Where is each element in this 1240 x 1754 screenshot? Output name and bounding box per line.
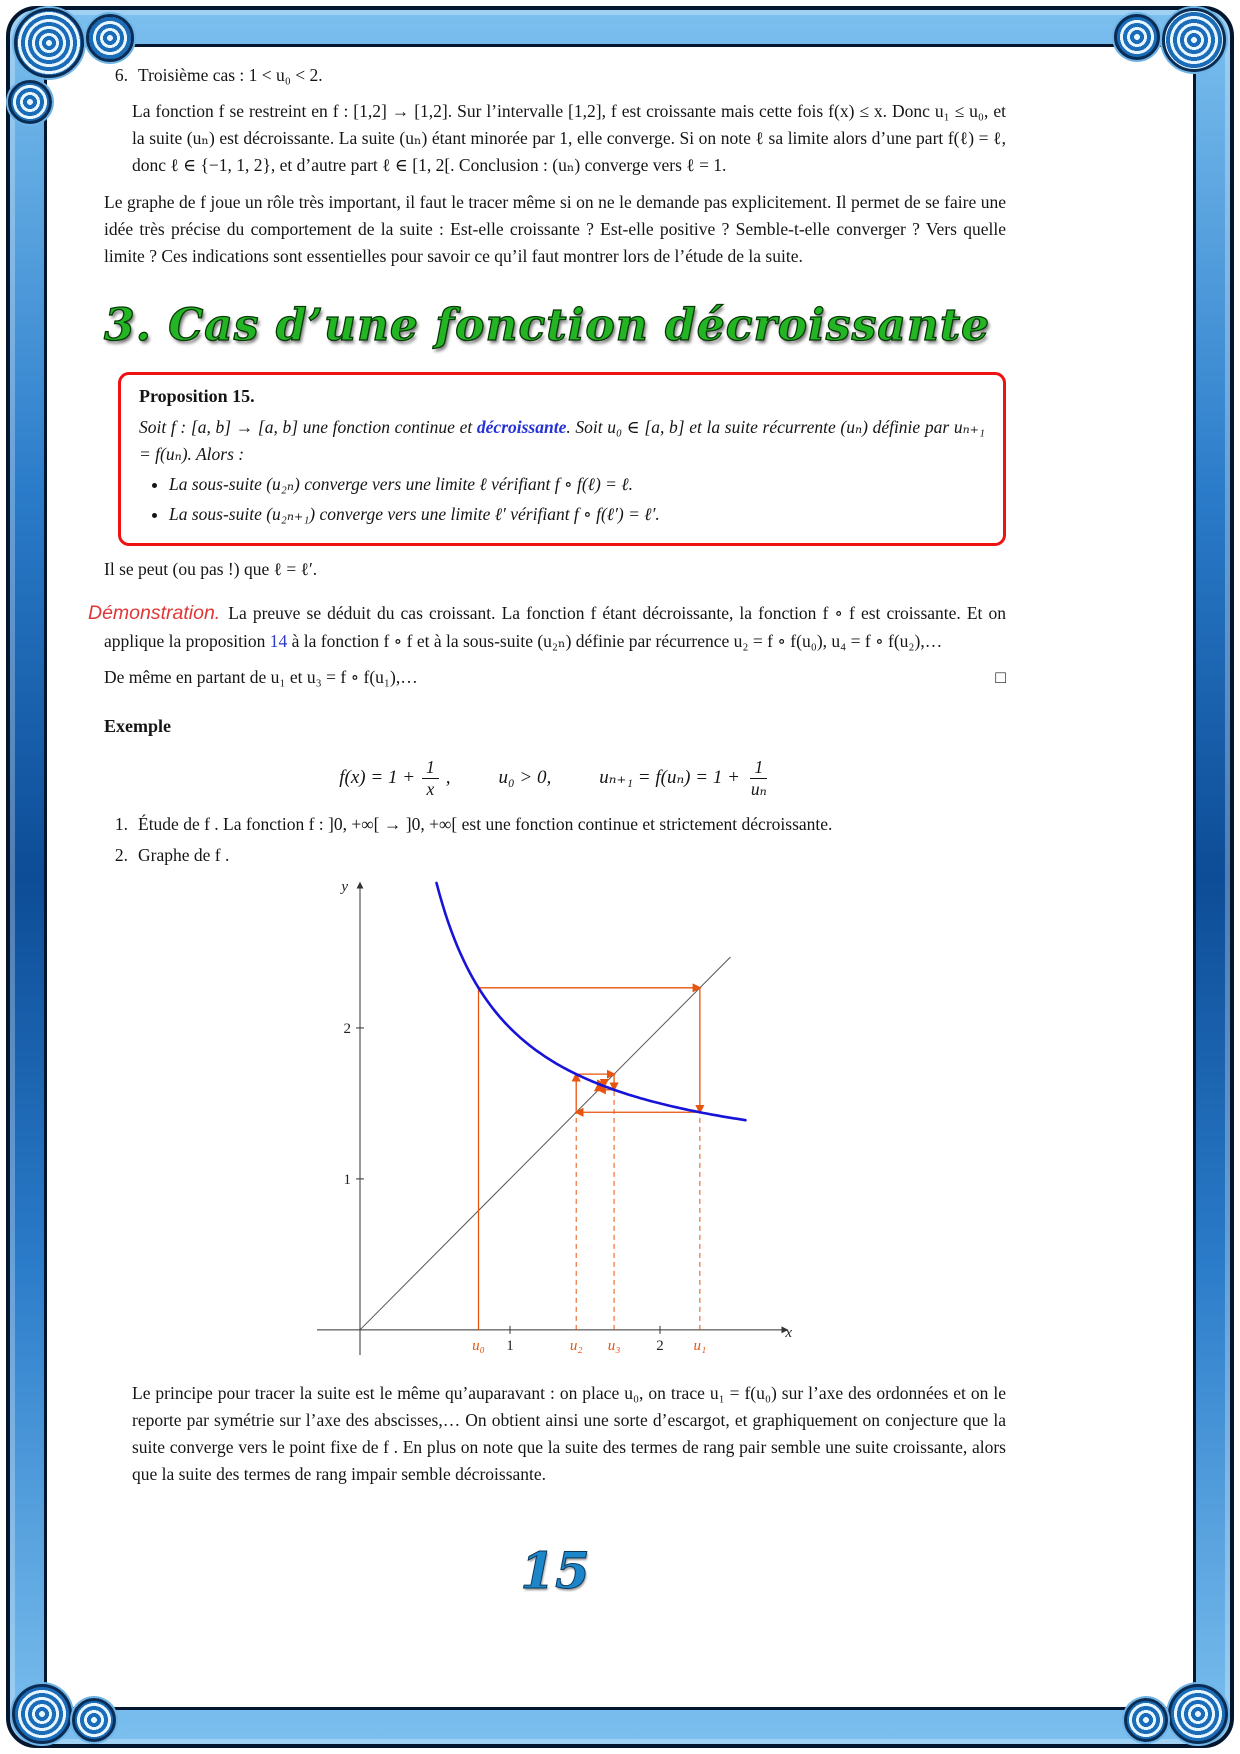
function-curve [437,883,746,1120]
spiral-ornament-icon [1114,14,1160,60]
u-term-label: u₁ [693,1338,707,1355]
spiral-ornament-icon [8,80,52,124]
identity-line [360,957,731,1330]
formula-recurrence [599,757,771,799]
cobweb-path [479,988,700,1330]
fraction-denominator: uₙ [750,778,767,799]
list-item-1-number: 1. [114,814,128,835]
list-item-2-text: Graphe de f . [138,845,230,866]
formula-rhs: uₙ₊₁ = f(uₙ) = 1 + [599,767,740,789]
spiral-ornament-icon [72,1698,116,1742]
item-6-number: 6. [114,65,128,85]
figure-axes [317,883,787,1355]
x-axis-label: x [785,1325,792,1342]
cobweb-figure-svg [315,877,795,1357]
dashed-guides [576,1090,700,1330]
fraction [747,757,771,799]
prop-keyword: décroissante [476,416,567,437]
u-term-label: u₃ [607,1338,621,1355]
page-content [44,44,1196,1710]
section-heading: 3. Cas d’une fonction décroissante [104,299,991,351]
u-term-label: u₀ [472,1338,485,1355]
proposition-box [118,372,1006,546]
demonstration-line2 [104,664,1006,691]
list-item-2 [104,842,1006,869]
spiral-ornament-icon [1162,8,1226,72]
spiral-ornament-icon [86,14,134,62]
x-tick-label: 2 [656,1338,664,1355]
page-number: 15 [520,1541,590,1601]
fraction-denominator: x [426,778,435,799]
demonstration-line2-text: De même en partant de u₁ et u₃ = f ∘ f(u₁),… [104,666,418,687]
fraction [422,757,439,799]
list-item-1 [104,811,1006,838]
formula-mid: u₀ > 0, [498,767,552,789]
spiral-ornament-icon [1168,1684,1228,1744]
list-item-1-text: Étude de f . La fonction f : ]0, +∞[ → ]0, +∞[ est une fonction continue et strictement décroissante. [138,814,833,835]
prop-text-run: . Soit u₀ ∈ [a, b] et la suite récurrente (uₙ) définie par uₙ₊₁ = f(uₙ). Alors : [139,416,985,465]
u-term-label: u₂ [569,1338,583,1355]
demonstration-text [104,603,1006,651]
list-item-2-number: 2. [114,845,128,866]
proposition-title: Proposition 15. [139,386,255,407]
cobweb-figure [104,877,1006,1365]
intro-paragraph: Le graphe de f joue un rôle très important, il faut le tracer même si on ne le demande pas explicitement. Il permet de se faire une idée très précise du comportement de la suite : Est-elle croissante ? Est-elle positive ? Semble-t-elle converger ? Vers quelle limite ? Ces indications sont essentielles pour savoir ce qu’il faut montrer lors de l’étude de la suite. [104,191,1006,266]
spiral-ornament-icon [1124,1698,1168,1742]
spiral-ornament-icon [14,8,84,78]
formula-comma: , [445,767,451,789]
qed-symbol: □ [995,666,1006,687]
demo-text-run: à la fonction f ∘ f et à la sous-suite (u₂ₙ) définie par récurrence u₂ = f ∘ f(u₀), u₄ = f ∘ f(u₂),… [287,630,943,651]
proposition-bullet: • La sous-suite (u₂ₙ₊₁) converge vers une limite ℓ′ vérifiant f ∘ f(ℓ′) = ℓ′. [169,501,985,528]
formula-lhs: f(x) = 1 + [339,767,416,789]
demonstration-paragraph [88,598,1006,655]
fraction-numerator: 1 [422,757,439,779]
proposition-body [139,414,985,468]
y-tick-label: 1 [343,1172,351,1189]
demonstration-label: Démonstration. [88,601,221,624]
formula-definition [339,757,450,799]
example-formula [104,757,1006,799]
item-6-body: La fonction f se restreint en f : [1,2] → [1,2]. Sur l’intervalle [1,2], f est croissante mais cette fois f(x) ≤ x. Donc u₁ ≤ u₀, et la suite (uₙ) est décroissante. La suite (uₙ) étant minorée par 1, elle converge. Si on note ℓ sa limite alors d’une part f(ℓ) = ℓ, donc ℓ ∈ {−1, 1, 2}, et d’autre part ℓ ∈ [1, 2[. Conclusion : (uₙ) converge vers ℓ = 1. [132,101,1006,176]
item-6-title: Troisième cas : 1 < u₀ < 2. [138,65,323,85]
spiral-ornament-icon [12,1684,72,1744]
after-proposition-note: Il se peut (ou pas !) que ℓ = ℓ′. [104,559,318,580]
x-tick-label: 1 [506,1338,514,1355]
item-6 [104,62,1006,89]
y-axis-label: y [341,879,348,896]
formula-condition [499,763,552,792]
demo-text-run: La preuve se déduit du cas croissant. La fonction f étant décroissante, la fonction f ∘ f est croissante. Et on applique la proposition [104,602,1006,651]
proposition-14-link[interactable]: 14 [269,630,288,651]
closing-paragraph: Le principe pour tracer la suite est le même qu’auparavant : on place u₀, on trace u₁ = f(u₀) sur l’axe des ordonnées et on le reporte par symétrie sur l’axe des abscisses,… On obtient ainsi une sorte d’escargot, et graphiquement on conjecture que la suite converge vers le point fixe de f . En plus on note que la suite des termes de rang pair semble une suite croissante, alors que la suite des termes de rang impair semble décroissante. [132,1382,1006,1484]
proposition-bullets [169,471,985,528]
y-tick-label: 2 [343,1021,351,1038]
exemple-heading: Exemple [104,716,171,737]
fraction-numerator: 1 [750,757,767,779]
proposition-bullet: • La sous-suite (u₂ₙ) converge vers une limite ℓ vérifiant f ∘ f(ℓ) = ℓ. [169,471,985,498]
prop-text-run: Soit f : [a, b] → [a, b] une fonction continue et [139,416,477,437]
